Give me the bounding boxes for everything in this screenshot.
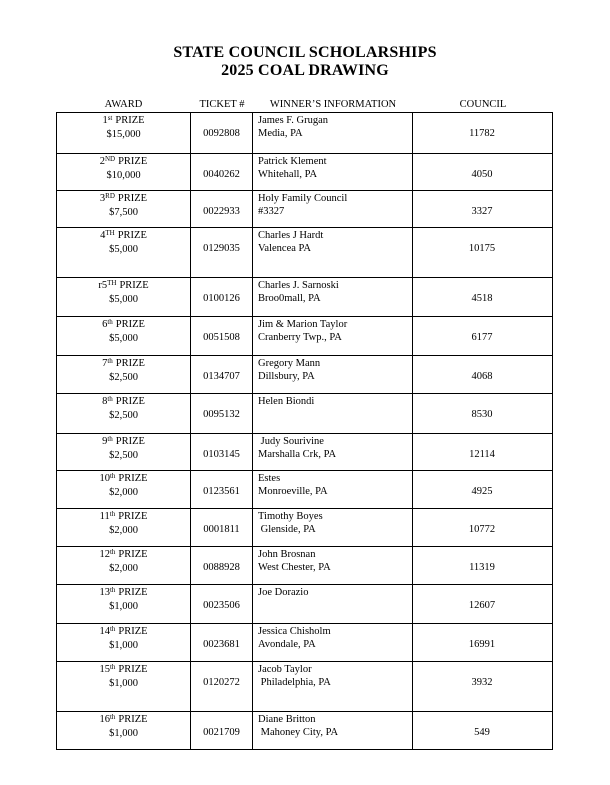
winner-name: Jim & Marion Taylor (258, 319, 348, 330)
winner-name: Patrick Klement (258, 156, 327, 167)
prize-word: PRIZE (115, 115, 145, 126)
winner-city: West Chester, PA (258, 562, 331, 573)
prize-amount: $2,500 (109, 372, 138, 383)
council-cell: 11319 (469, 562, 495, 573)
winner-cell (253, 712, 413, 749)
table-row (57, 228, 552, 278)
ticket-cell: 0120272 (191, 662, 253, 711)
council-cell: 6177 (471, 332, 493, 343)
council-cell: 10175 (468, 243, 496, 254)
prize-amount: $1,000 (109, 601, 138, 612)
prize-word: PRIZE (118, 714, 148, 725)
prize-rank: 2ND PRIZE (99, 154, 148, 167)
prize-word: PRIZE (115, 358, 145, 369)
ordinal-superscript: th (109, 624, 116, 633)
table-row (57, 317, 552, 356)
column-header-council: COUNCIL (459, 99, 507, 110)
council-cell: 4518 (471, 293, 493, 304)
award-cell (57, 113, 191, 153)
prize-rank: 8th PRIZE (102, 394, 145, 407)
winner-name: Timothy Boyes (258, 511, 323, 522)
ordinal-superscript: ND (104, 154, 116, 163)
prize-word: PRIZE (115, 396, 145, 407)
prize-rank: 1st PRIZE (102, 113, 145, 126)
ticket-cell: 0001811 (191, 509, 253, 546)
prize-amount: $2,000 (109, 487, 138, 498)
prize-word: PRIZE (118, 626, 148, 637)
prize-word: PRIZE (118, 473, 148, 484)
prize-amount: $2,000 (109, 525, 138, 536)
column-headers (56, 98, 553, 111)
ticket-cell: 0088928 (191, 547, 253, 584)
ordinal-superscript: th (107, 317, 113, 326)
award-cell (57, 585, 191, 623)
prize-word: PRIZE (118, 549, 148, 560)
table-area (56, 98, 553, 750)
winner-cell (253, 191, 413, 227)
award-cell (57, 317, 191, 355)
column-header-winner: WINNER’S INFORMATION (269, 99, 397, 110)
prize-word: PRIZE (118, 587, 148, 598)
prize-amount: $1,000 (109, 640, 138, 651)
award-cell (57, 154, 191, 190)
ordinal-superscript: st (107, 113, 113, 122)
ordinal-superscript: th (107, 434, 113, 443)
winner-cell (253, 471, 413, 508)
prize-amount: $2,500 (109, 450, 138, 461)
prize-amount: $15,000 (106, 129, 141, 140)
column-header-ticket: TICKET # (199, 99, 245, 110)
prize-rank: 3RD PRIZE (99, 191, 148, 204)
ticket-cell: 0103145 (191, 434, 253, 470)
winner-cell (253, 624, 413, 661)
prize-amount: $2,500 (109, 410, 138, 421)
winner-name: Charles J. Sarnoski (258, 280, 339, 291)
column-header-award: AWARD (104, 99, 143, 110)
winner-city: Whitehall, PA (258, 169, 318, 180)
council-cell: 12114 (469, 449, 495, 460)
ordinal-superscript: TH (107, 278, 117, 287)
prize-amount: $1,000 (109, 678, 138, 689)
winner-cell (253, 356, 413, 393)
winner-cell (253, 394, 413, 433)
council-cell: 8530 (471, 409, 493, 420)
prize-amount: $7,500 (109, 207, 138, 218)
winner-city: Glenside, PA (258, 524, 316, 535)
ticket-cell: 0023681 (191, 624, 253, 661)
award-cell (57, 191, 191, 227)
winner-name: Jessica Chisholm (258, 626, 331, 637)
prize-word: PRIZE (119, 280, 149, 291)
ordinal-superscript: th (109, 509, 116, 518)
table-row (57, 394, 552, 434)
ticket-cell: 0022933 (191, 191, 253, 227)
prize-table (56, 112, 553, 750)
table-row (57, 624, 552, 662)
award-cell (57, 547, 191, 584)
award-cell (57, 471, 191, 508)
winner-name: Holy Family Council (258, 193, 348, 204)
award-cell (57, 509, 191, 546)
winner-cell (253, 228, 413, 277)
prize-rank: 9th PRIZE (102, 434, 145, 447)
winner-name: Jacob Taylor (258, 664, 312, 675)
table-row (57, 662, 552, 712)
winner-cell (253, 278, 413, 316)
winner-cell (253, 317, 413, 355)
winner-city: Dillsbury, PA (258, 371, 315, 382)
prize-rank: 10th PRIZE (99, 471, 148, 484)
ticket-cell: 0051508 (191, 317, 253, 355)
winner-name: Joe Dorazio (258, 587, 309, 598)
prize-rank: 7th PRIZE (102, 356, 145, 369)
ticket-cell: 0129035 (191, 228, 253, 277)
prize-word: PRIZE (117, 230, 147, 241)
winner-cell (253, 154, 413, 190)
prize-amount: $5,000 (109, 333, 138, 344)
ticket-cell: 0023506 (191, 585, 253, 623)
winner-name: Judy Sourivine (258, 436, 324, 447)
prize-amount: $10,000 (106, 170, 141, 181)
ticket-cell: 0095132 (191, 394, 253, 433)
ordinal-superscript: th (109, 662, 116, 671)
council-cell: 549 (474, 727, 490, 738)
table-row (57, 191, 552, 228)
winner-cell (253, 547, 413, 584)
winner-cell (253, 585, 413, 623)
table-row (57, 113, 552, 154)
title-line-2: 2025 COAL DRAWING (221, 62, 389, 79)
winner-name: Diane Britton (258, 714, 316, 725)
winner-city: #3327 (258, 206, 285, 217)
ordinal-superscript: th (109, 585, 116, 594)
council-cell: 11782 (469, 128, 495, 139)
council-cell: 4068 (471, 371, 493, 382)
winner-city: Mahoney City, PA (258, 727, 339, 738)
table-row (57, 585, 552, 624)
award-cell (57, 662, 191, 711)
ticket-cell: 0134707 (191, 356, 253, 393)
prize-word: PRIZE (118, 156, 148, 167)
prize-rank: 16th PRIZE (99, 712, 148, 725)
table-row (57, 547, 552, 585)
award-cell (57, 278, 191, 316)
table-row (57, 509, 552, 547)
prize-amount: $1,000 (109, 728, 138, 739)
prize-amount: $5,000 (109, 244, 138, 255)
prize-word: PRIZE (117, 193, 148, 204)
table-row (57, 154, 552, 191)
winner-city: Cranberry Twp., PA (258, 332, 342, 343)
winner-city: Broo0mall, PA (258, 293, 321, 304)
winner-cell (253, 113, 413, 153)
winner-city: Monroeville, PA (258, 486, 328, 497)
prize-rank: 4TH PRIZE (100, 228, 147, 241)
prize-amount: $2,000 (109, 563, 138, 574)
council-cell: 3932 (471, 677, 493, 688)
ordinal-superscript: th (109, 547, 116, 556)
winner-city: Marshalla Crk, PA (258, 449, 337, 460)
winner-name: James F. Grugan (258, 115, 329, 126)
council-cell: 4050 (471, 169, 493, 180)
prize-rank: 12th PRIZE (99, 547, 148, 560)
ordinal-superscript: TH (105, 228, 115, 237)
award-cell (57, 624, 191, 661)
prize-amount: $5,000 (109, 294, 138, 305)
prize-word: PRIZE (118, 664, 148, 675)
winner-cell (253, 662, 413, 711)
winner-name: Estes (258, 473, 281, 484)
award-cell (57, 356, 191, 393)
prize-rank: 14th PRIZE (99, 624, 148, 637)
title-line-1: STATE COUNCIL SCHOLARSHIPS (173, 44, 437, 61)
prize-rank: r5TH PRIZE (98, 278, 149, 291)
winner-name: Gregory Mann (258, 358, 321, 369)
ordinal-superscript: th (109, 712, 116, 721)
council-cell: 12607 (468, 600, 496, 611)
prize-rank: 11th PRIZE (99, 509, 148, 522)
ordinal-superscript: th (109, 471, 116, 480)
winner-name: Charles J Hardt (258, 230, 324, 241)
prize-word: PRIZE (115, 319, 145, 330)
ordinal-superscript: th (107, 356, 113, 365)
award-cell (57, 228, 191, 277)
winner-cell (253, 434, 413, 470)
council-cell: 16991 (468, 639, 496, 650)
table-row (57, 471, 552, 509)
winner-city: Media, PA (258, 128, 303, 139)
winner-city: Avondale, PA (258, 639, 316, 650)
winner-cell (253, 509, 413, 546)
ticket-cell: 0123561 (191, 471, 253, 508)
prize-rank: 13th PRIZE (99, 585, 148, 598)
prize-rank: 15th PRIZE (99, 662, 148, 675)
council-cell: 10772 (468, 524, 496, 535)
winner-city: Valencea PA (258, 243, 311, 254)
ticket-cell: 0040262 (191, 154, 253, 190)
table-row (57, 278, 552, 317)
winner-name: Helen Biondi (258, 396, 315, 407)
prize-word: PRIZE (115, 436, 145, 447)
ticket-cell: 0100126 (191, 278, 253, 316)
winner-name: John Brosnan (258, 549, 316, 560)
ordinal-superscript: RD (105, 191, 115, 200)
council-cell: 4925 (471, 486, 493, 497)
table-row (57, 712, 552, 749)
prize-rank: 6th PRIZE (102, 317, 145, 330)
award-cell (57, 434, 191, 470)
prize-word: PRIZE (118, 511, 148, 522)
document-title (0, 44, 610, 80)
ticket-cell: 0092808 (191, 113, 253, 153)
award-cell (57, 712, 191, 749)
table-row (57, 434, 552, 471)
winner-city: Philadelphia, PA (258, 677, 331, 688)
award-cell (57, 394, 191, 433)
ticket-cell: 0021709 (191, 712, 253, 749)
council-cell: 3327 (471, 206, 493, 217)
ordinal-superscript: th (107, 394, 113, 403)
table-row (57, 356, 552, 394)
